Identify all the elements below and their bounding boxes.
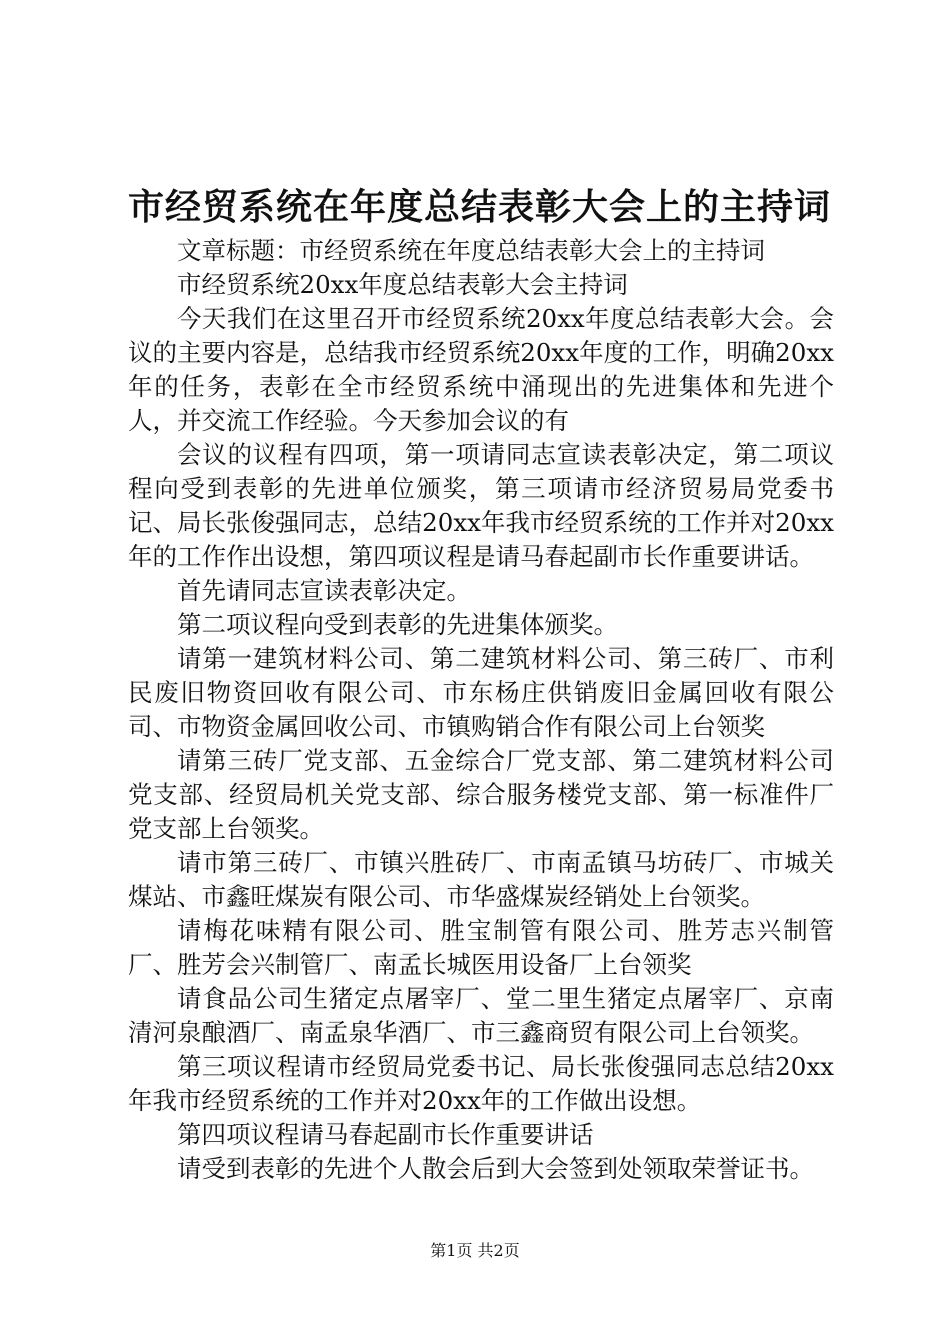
paragraph-fourth-item: 第四项议程请马春起副市长作重要讲话 — [177, 1120, 594, 1149]
paragraph-award-group-1: 请第一建筑材料公司、第二建筑材料公司、第三砖厂、市利民废旧物资回收有限公司、市东杨庄供销废旧金属回收有限公司、市物资金属回收公司、市镇购销合作有限公司上台领奖 — [128, 644, 834, 741]
page-footer: 第1页 共2页 — [430, 1241, 520, 1260]
document-title: 市经贸系统在年度总结表彰大会上的主持词 — [128, 187, 832, 228]
paragraph-second-item: 第二项议程向受到表彰的先进集体颁奖。 — [177, 610, 618, 639]
paragraph-subtitle: 市经贸系统20xx年度总结表彰大会主持词 — [177, 270, 628, 299]
paragraph-first-item: 首先请同志宣读表彰决定。 — [177, 576, 471, 605]
paragraph-third-item: 第三项议程请市经贸局党委书记、局长张俊强同志总结20xx年我市经贸系统的工作并对20xx年的工作做出设想。 — [128, 1052, 834, 1115]
paragraph-award-group-4: 请梅花味精有限公司、胜宝制管有限公司、胜芳志兴制管厂、胜芳会兴制管厂、南孟长城医用设备厂上台领奖 — [128, 916, 834, 979]
paragraph-award-group-5: 请食品公司生猪定点屠宰厂、堂二里生猪定点屠宰厂、京南清河泉酿酒厂、南孟泉华酒厂、市三鑫商贸有限公司上台领奖。 — [128, 984, 834, 1047]
paragraph-award-group-3: 请市第三砖厂、市镇兴胜砖厂、市南孟镇马坊砖厂、市城关煤站、市鑫旺煤炭有限公司、市华盛煤炭经销处上台领奖。 — [128, 848, 834, 911]
paragraph-article-title: 文章标题：市经贸系统在年度总结表彰大会上的主持词 — [177, 236, 765, 265]
paragraph-closing: 请受到表彰的先进个人散会后到大会签到处领取荣誉证书。 — [177, 1154, 814, 1183]
paragraph-award-group-2: 请第三砖厂党支部、五金综合厂党支部、第二建筑材料公司党支部、经贸局机关党支部、综合服务楼党支部、第一标准件厂党支部上台领奖。 — [128, 746, 834, 843]
paragraph-opening: 今天我们在这里召开市经贸系统20xx年度总结表彰大会。会议的主要内容是，总结我市经贸系统20xx年度的工作，明确20xx年的任务，表彰在全市经贸系统中涌现出的先进集体和先进个人，并交流工作经验。今天参加会议的有 — [128, 304, 834, 435]
paragraph-agenda: 会议的议程有四项，第一项请同志宣读表彰决定，第二项议程向受到表彰的先进单位颁奖，第三项请市经济贸易局党委书记、局长张俊强同志，总结20xx年我市经贸系统的工作并对20xx年的工作作出设想，第四项议程是请马春起副市长作重要讲话。 — [128, 440, 834, 571]
document-body — [128, 234, 834, 1186]
